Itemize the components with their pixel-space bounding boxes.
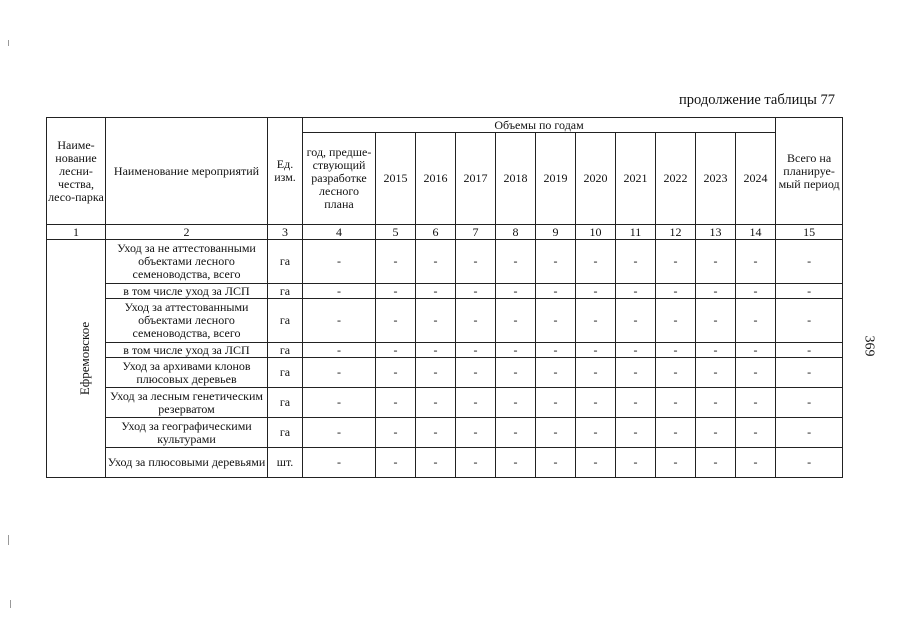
value-cell: - (496, 343, 536, 358)
column-number: 3 (268, 225, 303, 240)
value-cell: - (376, 358, 416, 388)
activity-name: в том числе уход за ЛСП (106, 343, 268, 358)
column-number: 6 (416, 225, 456, 240)
header-year: 2015 (376, 133, 416, 225)
value-cell: - (376, 418, 416, 448)
value-cell: - (416, 418, 456, 448)
header-year: 2024 (736, 133, 776, 225)
header-year: 2018 (496, 133, 536, 225)
value-cell: - (303, 343, 376, 358)
header-activity: Наименование мероприятий (106, 118, 268, 225)
header-year: 2021 (616, 133, 656, 225)
value-cell: - (536, 448, 576, 478)
value-cell: - (416, 388, 456, 418)
value-cell: - (736, 388, 776, 418)
value-cell: - (616, 448, 656, 478)
column-number: 2 (106, 225, 268, 240)
value-cell: - (616, 284, 656, 299)
column-number: 8 (496, 225, 536, 240)
value-cell: - (576, 343, 616, 358)
column-number: 5 (376, 225, 416, 240)
value-cell: - (656, 358, 696, 388)
header-year: 2019 (536, 133, 576, 225)
table-row (47, 418, 843, 448)
table-row (47, 343, 843, 358)
activity-name: Уход за плюсовыми деревьями (106, 448, 268, 478)
activity-name: Уход за архивами клонов плюсовых деревьев (106, 358, 268, 388)
unit-cell: шт. (268, 448, 303, 478)
value-cell: - (736, 299, 776, 343)
value-cell: - (656, 299, 696, 343)
header-year: 2016 (416, 133, 456, 225)
activity-name: Уход за лесным генетическим резерватом (106, 388, 268, 418)
value-cell: - (496, 448, 536, 478)
value-cell: - (536, 388, 576, 418)
value-cell: - (776, 299, 843, 343)
value-cell: - (376, 299, 416, 343)
value-cell: - (416, 240, 456, 284)
header-year: 2022 (656, 133, 696, 225)
forestry-name: Ефремовское (77, 321, 93, 395)
value-cell: - (496, 284, 536, 299)
value-cell: - (416, 284, 456, 299)
activity-name: Уход за географическими культурами (106, 418, 268, 448)
value-cell: - (456, 343, 496, 358)
value-cell: - (656, 343, 696, 358)
value-cell: - (696, 358, 736, 388)
column-number: 14 (736, 225, 776, 240)
value-cell: - (696, 418, 736, 448)
value-cell: - (376, 448, 416, 478)
column-numbers-row (47, 225, 843, 240)
value-cell: - (536, 299, 576, 343)
value-cell: - (576, 388, 616, 418)
value-cell: - (303, 240, 376, 284)
value-cell: - (736, 343, 776, 358)
value-cell: - (416, 448, 456, 478)
unit-cell: га (268, 358, 303, 388)
unit-cell: га (268, 418, 303, 448)
column-number: 15 (776, 225, 843, 240)
value-cell: - (736, 448, 776, 478)
value-cell: - (736, 418, 776, 448)
value-cell: - (416, 343, 456, 358)
value-cell: - (496, 388, 536, 418)
value-cell: - (576, 358, 616, 388)
value-cell: - (576, 418, 616, 448)
value-cell: - (303, 448, 376, 478)
value-cell: - (776, 418, 843, 448)
table-row (47, 388, 843, 418)
value-cell: - (536, 284, 576, 299)
value-cell: - (416, 299, 456, 343)
scan-speck (10, 600, 11, 608)
value-cell: - (696, 343, 736, 358)
value-cell: - (776, 388, 843, 418)
activities-table (46, 117, 843, 478)
value-cell: - (696, 299, 736, 343)
value-cell: - (776, 448, 843, 478)
header-prev-year: год, предше-ствующий разработке лесного плана (303, 133, 376, 225)
activity-name: Уход за не аттестованными объектами лесного семеноводства, всего (106, 240, 268, 284)
scan-speck (8, 535, 9, 545)
value-cell: - (736, 284, 776, 299)
value-cell: - (736, 240, 776, 284)
value-cell: - (776, 358, 843, 388)
value-cell: - (456, 240, 496, 284)
value-cell: - (616, 388, 656, 418)
value-cell: - (303, 418, 376, 448)
value-cell: - (496, 299, 536, 343)
unit-cell: га (268, 343, 303, 358)
value-cell: - (303, 299, 376, 343)
value-cell: - (696, 448, 736, 478)
value-cell: - (776, 284, 843, 299)
unit-cell: га (268, 299, 303, 343)
header-volumes-by-year: Объемы по годам (303, 118, 776, 133)
column-number: 1 (47, 225, 106, 240)
table-row (47, 240, 843, 284)
header-year: 2020 (576, 133, 616, 225)
column-number: 12 (656, 225, 696, 240)
value-cell: - (536, 343, 576, 358)
column-number: 11 (616, 225, 656, 240)
value-cell: - (616, 358, 656, 388)
value-cell: - (616, 299, 656, 343)
value-cell: - (736, 358, 776, 388)
value-cell: - (536, 240, 576, 284)
value-cell: - (303, 358, 376, 388)
header-unit: Ед. изм. (268, 118, 303, 225)
header-year: 2023 (696, 133, 736, 225)
value-cell: - (696, 240, 736, 284)
value-cell: - (456, 358, 496, 388)
value-cell: - (456, 299, 496, 343)
header-forestry: Наиме-нование лесни-чества, лесо-парка (47, 118, 106, 225)
value-cell: - (536, 358, 576, 388)
value-cell: - (456, 388, 496, 418)
column-number: 9 (536, 225, 576, 240)
value-cell: - (456, 418, 496, 448)
value-cell: - (376, 343, 416, 358)
value-cell: - (616, 343, 656, 358)
value-cell: - (656, 284, 696, 299)
activity-name: в том числе уход за ЛСП (106, 284, 268, 299)
table-row (47, 284, 843, 299)
value-cell: - (576, 240, 616, 284)
table-row (47, 299, 843, 343)
column-number: 10 (576, 225, 616, 240)
value-cell: - (696, 388, 736, 418)
value-cell: - (576, 448, 616, 478)
value-cell: - (536, 418, 576, 448)
header-year: 2017 (456, 133, 496, 225)
table-caption: продолжение таблицы 77 (679, 92, 835, 108)
value-cell: - (376, 240, 416, 284)
unit-cell: га (268, 388, 303, 418)
scan-speck (8, 40, 9, 46)
page-number: 369 (861, 335, 877, 357)
value-cell: - (776, 343, 843, 358)
column-number: 7 (456, 225, 496, 240)
value-cell: - (616, 418, 656, 448)
value-cell: - (376, 284, 416, 299)
value-cell: - (576, 299, 616, 343)
value-cell: - (616, 240, 656, 284)
value-cell: - (496, 240, 536, 284)
value-cell: - (496, 418, 536, 448)
column-number: 4 (303, 225, 376, 240)
column-number: 13 (696, 225, 736, 240)
value-cell: - (496, 358, 536, 388)
activity-name: Уход за аттестованными объектами лесного семеноводства, всего (106, 299, 268, 343)
value-cell: - (656, 388, 696, 418)
table-row (47, 448, 843, 478)
value-cell: - (456, 448, 496, 478)
table-row (47, 358, 843, 388)
value-cell: - (656, 448, 696, 478)
value-cell: - (656, 240, 696, 284)
value-cell: - (416, 358, 456, 388)
unit-cell: га (268, 284, 303, 299)
header-total: Всего на планируе-мый период (776, 118, 843, 225)
value-cell: - (776, 240, 843, 284)
value-cell: - (303, 388, 376, 418)
value-cell: - (576, 284, 616, 299)
value-cell: - (656, 418, 696, 448)
value-cell: - (696, 284, 736, 299)
unit-cell: га (268, 240, 303, 284)
forestry-cell (47, 240, 106, 478)
value-cell: - (303, 284, 376, 299)
value-cell: - (456, 284, 496, 299)
value-cell: - (376, 388, 416, 418)
